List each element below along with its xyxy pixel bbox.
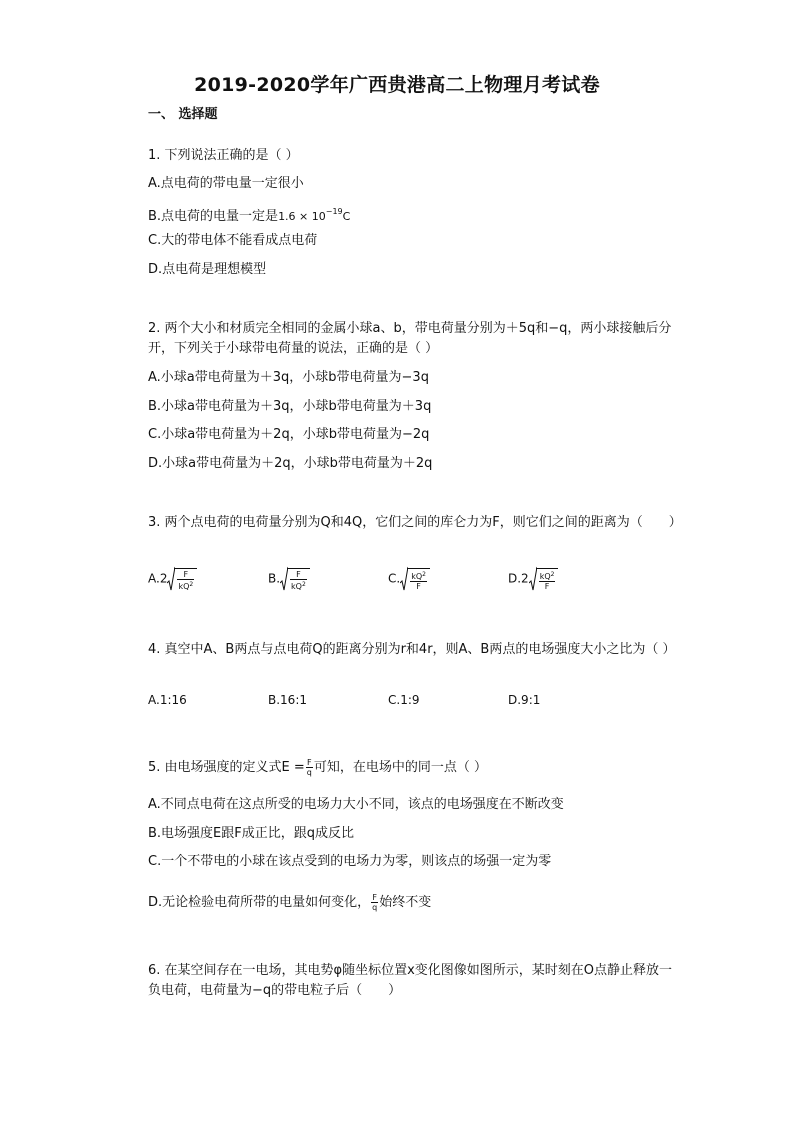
q3-option-d-label: D.2 xyxy=(508,571,529,586)
question-3-stem: 3. 两个点电荷的电荷量分别为Q和4Q，它们之间的库仑力为F，则它们之间的距离为（ ） xyxy=(148,515,682,530)
sqrt-symbol xyxy=(400,566,430,592)
q3-option-a-label: A.2 xyxy=(148,571,168,586)
q5-option-c: C.一个不带电的小球在该点受到的电场力为零，则该点的场强一定为零 xyxy=(148,854,552,869)
q3-d-exponent: 2 xyxy=(550,570,555,578)
q3-d-denominator: F xyxy=(544,581,550,591)
q5-d-fraction xyxy=(371,893,378,912)
q2-option-d: D.小球a带电荷量为＋2q，小球b带电荷量为＋2q xyxy=(148,456,433,471)
q4-option-c: C.1:9 xyxy=(388,693,420,707)
q3-d-numerator: kQ xyxy=(539,571,551,581)
q3-b-denominator: kQ xyxy=(291,581,302,591)
q3-option-a xyxy=(148,566,197,592)
q3-option-d xyxy=(508,566,558,592)
section-heading: 一、 选择题 xyxy=(148,107,218,122)
q3-option-c xyxy=(388,566,430,592)
q3-b-exponent: 2 xyxy=(301,580,306,588)
q5-stem-prefix: 5. 由电场强度的定义式E = xyxy=(148,760,305,775)
q3-c-exponent: 2 xyxy=(422,570,426,578)
q5-option-a: A.不同点电荷在这点所受的电场力大小不同，该点的电场强度在不断改变 xyxy=(148,797,564,812)
question-4-stem: 4. 真空中A、B两点与点电荷Q的距离分别为r和4r，则A、B两点的电场强度大小之比为（ ） xyxy=(148,642,676,657)
q4-option-d: D.9:1 xyxy=(508,693,541,707)
q3-option-c-label: C. xyxy=(388,571,401,586)
q1-option-a: A.点电荷的带电量一定很小 xyxy=(148,176,304,191)
question-2-stem: 2. 两个大小和材质完全相同的金属小球a、b，带电荷量分别为＋5q和−q，两小球接触后分开，下列关于小球带电荷量的说法，正确的是（ ） xyxy=(148,321,672,356)
page-title: 2019-2020学年广西贵港高二上物理月考试卷 xyxy=(194,74,600,96)
question-6-stem: 6. 在某空间存在一电场，其电势φ随坐标位置x变化图像如图所示，某时刻在O点静止释放一负电荷，电荷量为−q的带电粒子后（ ） xyxy=(148,963,673,998)
q2-option-b: B.小球a带电荷量为＋3q，小球b带电荷量为＋3q xyxy=(148,399,432,414)
sqrt-symbol xyxy=(167,566,197,592)
q1-option-d: D.点电荷是理想模型 xyxy=(148,262,267,277)
sqrt-symbol xyxy=(529,566,559,592)
q3-a-exponent: 2 xyxy=(189,580,194,588)
q1-option-c: C.大的带电体不能看成点电荷 xyxy=(148,233,318,248)
q1-option-b-unit: C xyxy=(342,210,351,223)
q3-a-denominator: kQ xyxy=(178,581,190,591)
q1-option-b-exponent: −19 xyxy=(325,207,343,216)
q5-d-fraction-den: q xyxy=(372,903,378,912)
q1-option-b-value: 1.6 × 10 xyxy=(278,210,326,223)
q5-fraction xyxy=(306,758,313,777)
q3-option-b xyxy=(268,566,310,592)
q3-option-b-label: B. xyxy=(268,571,281,586)
q2-option-c: C.小球a带电荷量为＋2q，小球b带电荷量为−2q xyxy=(148,427,430,442)
q3-c-denominator: F xyxy=(416,581,421,591)
q1-option-b xyxy=(148,203,350,226)
q5-option-d xyxy=(148,893,431,912)
q3-a-numerator: F xyxy=(177,570,194,580)
question-1-stem: 1. 下列说法正确的是（ ） xyxy=(148,148,299,163)
q5-option-d-prefix: D.无论检验电荷所带的电量如何变化， xyxy=(148,895,371,910)
q4-option-b: B.16:1 xyxy=(268,693,307,707)
q3-c-numerator: kQ xyxy=(411,571,423,581)
q4-option-a: A.1:16 xyxy=(148,693,187,707)
q5-fraction-num: F xyxy=(307,758,312,767)
sqrt-symbol xyxy=(280,566,310,592)
q5-option-b: B.电场强度E跟F成正比，跟q成反比 xyxy=(148,826,354,841)
q2-option-a: A.小球a带电荷量为＋3q，小球b带电荷量为−3q xyxy=(148,370,429,385)
q5-d-fraction-num: F xyxy=(372,893,377,902)
question-5-stem xyxy=(148,758,487,777)
q3-b-numerator: F xyxy=(290,570,307,580)
q5-option-d-suffix: 始终不变 xyxy=(379,895,432,910)
q5-fraction-den: q xyxy=(306,768,312,777)
q5-stem-suffix: 可知，在电场中的同一点（ ） xyxy=(313,760,487,775)
q1-option-b-text: B.点电荷的电量一定是 xyxy=(148,209,279,224)
